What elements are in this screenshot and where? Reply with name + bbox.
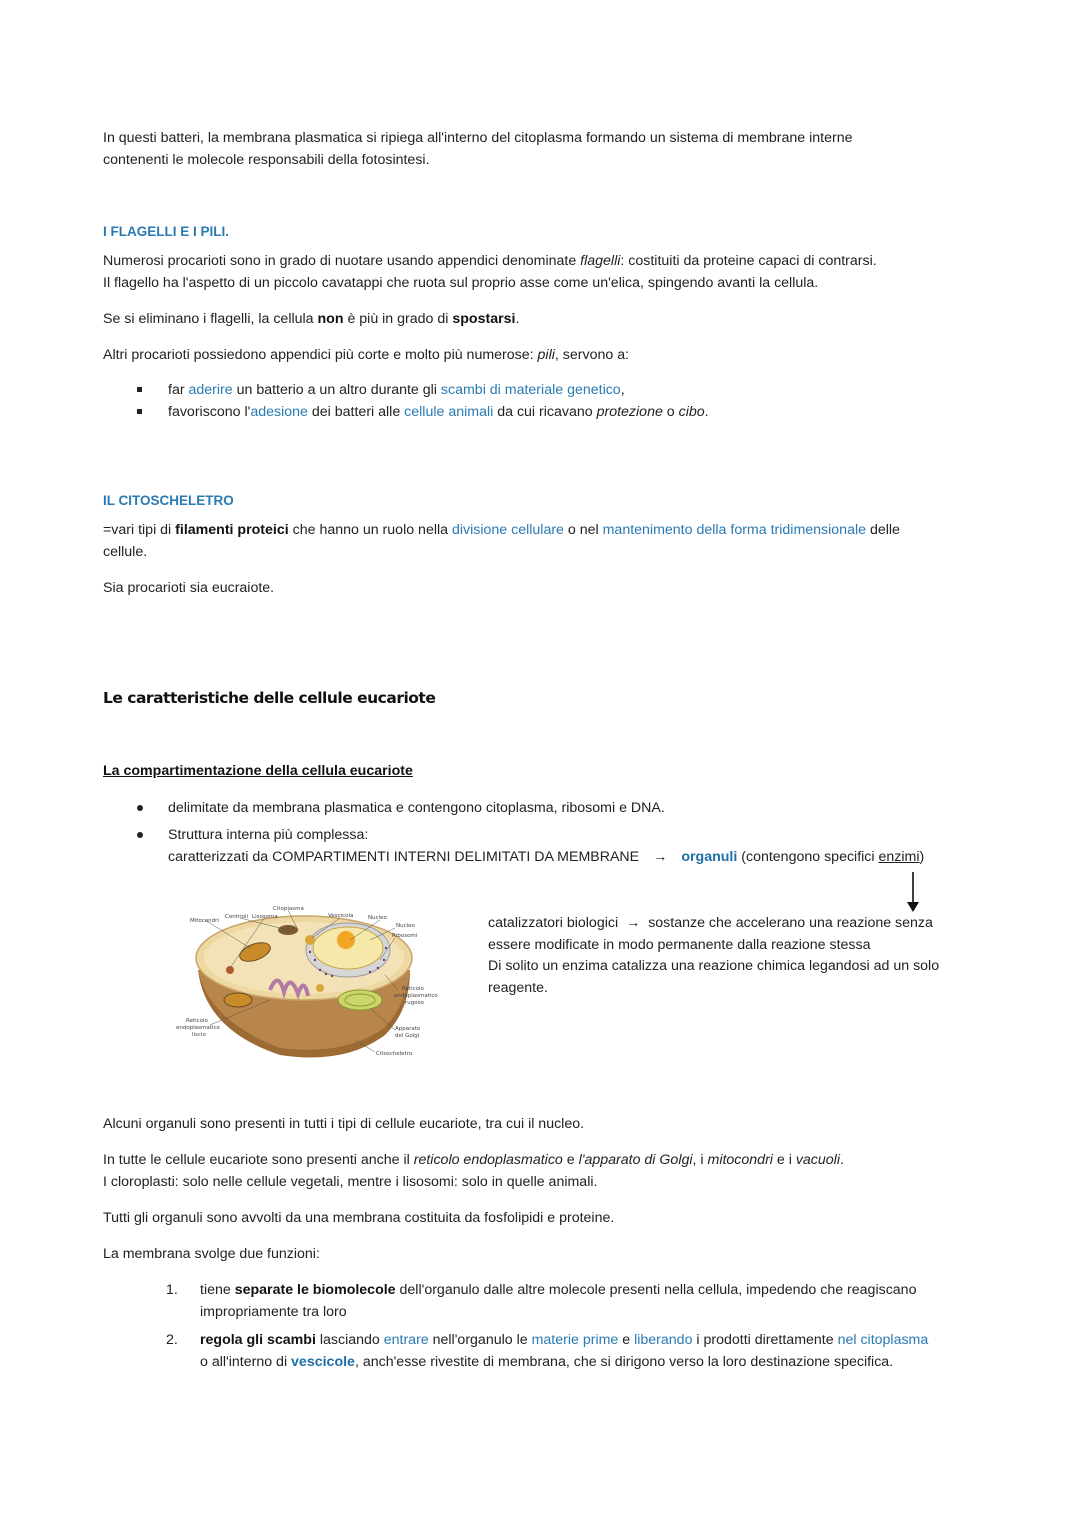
section-heading-flagelli: I FLAGELLI E I PILI. — [103, 224, 230, 239]
organuli-para-3: I cloroplasti: solo nelle cellule vegetali, mentre i lisosomi: solo in quelle animali. — [103, 1174, 598, 1190]
text: è più in grado di — [343, 311, 453, 327]
text: tiene — [200, 1282, 235, 1298]
enzimi-line-3: Di solito un enzima catalizza una reazione chimica legandosi ad un solo — [488, 958, 940, 974]
text: delle — [866, 522, 900, 538]
italic: reticolo endoplasmatico — [413, 1152, 563, 1168]
mitochondrion — [224, 993, 252, 1007]
text: . — [515, 311, 520, 327]
text: =vari tipi di — [103, 522, 176, 538]
intro-line-1: In questi batteri, la membrana plasmatica si ripiega all'interno del citoplasma formando un sistema di membrane interne — [103, 130, 853, 146]
label-golgi-1: Apparato — [395, 1026, 421, 1032]
label-rer-3: rugoso — [405, 1000, 424, 1006]
highlight: adesione — [250, 404, 308, 420]
eucariote-bullet-2-line-2 — [168, 847, 924, 869]
pili-bullet-2 — [168, 402, 709, 424]
text: , i — [692, 1152, 708, 1168]
eucariote-bullet-1: delimitate da membrana plasmatica e contengono citoplasma, ribosomi e DNA. — [168, 800, 665, 816]
text: . — [840, 1152, 844, 1168]
nucleolus — [337, 931, 355, 949]
text: e — [618, 1332, 635, 1348]
text: e i — [772, 1152, 796, 1168]
label-citoplasma: Citoplasma — [273, 906, 304, 912]
highlight-organuli: organuli — [681, 849, 738, 865]
section-heading-citoscheletro: IL CITOSCHELETRO — [103, 493, 234, 508]
text: catalizzatori biologici — [488, 915, 623, 931]
citoscheletro-line-3: Sia procarioti sia eucraiote. — [103, 580, 275, 596]
italic: vacuoli — [795, 1152, 840, 1168]
pili-bullet-1 — [168, 380, 625, 402]
italic: l'apparato di Golgi — [578, 1152, 693, 1168]
text: (contengono specifici — [737, 849, 879, 865]
highlight: cellule animali — [404, 404, 494, 420]
bold: regola gli scambi — [200, 1332, 316, 1348]
organuli-para-5: La membrana svolge due funzioni: — [103, 1246, 320, 1262]
bold: separate le biomolecole — [234, 1282, 396, 1298]
text: e — [562, 1152, 579, 1168]
flagelli-para-3 — [103, 309, 519, 331]
label-vescicola: Vescicola — [328, 913, 354, 919]
list-number: 2. — [166, 1332, 178, 1348]
label-ser-2: endoplasmatico — [176, 1025, 220, 1031]
vesicle — [316, 984, 324, 992]
text: un batterio a un altro durante gli — [232, 382, 441, 398]
label-golgi-2: del Golgi — [395, 1033, 420, 1039]
italic: cibo — [678, 404, 705, 420]
bold-spostarsi: spostarsi — [452, 311, 516, 327]
text: i prodotti direttamente — [692, 1332, 838, 1348]
text: dei batteri alle — [307, 404, 405, 420]
flagelli-para-2: Il flagello ha l'aspetto di un piccolo cavatappi che ruota sul proprio asse come un'elica, spingendo avanti la cellula. — [103, 275, 819, 291]
enzimi-line-4: reagente. — [488, 980, 548, 996]
label-citoscheletro: Citoscheletro — [376, 1051, 413, 1057]
highlight: materie prime — [531, 1332, 619, 1348]
bullet-dot — [137, 832, 143, 838]
highlight-vescicole: vescicole — [291, 1354, 355, 1370]
italic: protezione — [596, 404, 663, 420]
bold: filamenti proteici — [175, 522, 289, 538]
function-2-line-2 — [200, 1352, 893, 1374]
function-2-line-1 — [200, 1330, 928, 1352]
text: da cui ricavano — [493, 404, 597, 420]
text: far — [168, 382, 189, 398]
intro-line-2: contenenti le molecole responsabili della fotosintesi. — [103, 152, 430, 168]
highlight: liberando — [634, 1332, 693, 1348]
text: lasciando — [315, 1332, 384, 1348]
function-1-line-2: impropriamente tra loro — [200, 1304, 347, 1320]
arrow-icon: → — [626, 915, 641, 931]
label-ser-1: Reticolo — [186, 1018, 208, 1024]
arrow-icon: → — [653, 849, 668, 865]
text: o nel — [563, 522, 603, 538]
handwritten-title: Le caratteristiche delle cellule eucariote — [103, 689, 436, 707]
text: , servono a: — [554, 347, 630, 363]
term-flagelli: flagelli — [580, 253, 621, 269]
text: che hanno un ruolo nella — [288, 522, 452, 538]
text: , anch'esse rivestite di membrana, che si dirigono verso la loro destinazione specifica. — [354, 1354, 894, 1370]
bullet-square — [137, 387, 142, 392]
text: In tutte le cellule eucariote sono presenti anche il — [103, 1152, 414, 1168]
enzimi-line-1 — [488, 913, 933, 935]
lysosome — [226, 966, 234, 974]
label-ribosomi: Ribosomi — [392, 933, 418, 939]
function-1-line-1 — [200, 1280, 916, 1302]
label-nucleo: Nucleo — [368, 915, 387, 921]
organuli-para-4: Tutti gli organuli sono avvolti da una membrana costituita da fosfolipidi e proteine. — [103, 1210, 615, 1226]
citoscheletro-line-1 — [103, 520, 900, 542]
text: . — [704, 404, 709, 420]
text: Numerosi procarioti sono in grado di nuotare usando appendici denominate — [103, 253, 581, 269]
organuli-para-2 — [103, 1150, 844, 1172]
vesicle — [305, 935, 315, 945]
flagelli-para-1 — [103, 251, 877, 273]
label-rer-1: Reticolo — [402, 986, 424, 992]
label-rer-2: endoplasmatico — [394, 993, 438, 999]
text: favoriscono l' — [168, 404, 251, 420]
label-lisosoma: Lisosoma — [252, 914, 278, 920]
text: o — [662, 404, 679, 420]
text: nell'organulo le — [428, 1332, 532, 1348]
underlined-subtitle: La compartimentazione della cellula eucariote — [103, 763, 413, 779]
organuli-para-1: Alcuni organuli sono presenti in tutti i tipi di cellule eucariote, tra cui il nucleo. — [103, 1116, 585, 1132]
citoscheletro-line-2: cellule. — [103, 544, 148, 560]
text: sostanze che accelerano una reazione senza — [644, 915, 933, 931]
highlight: divisione cellulare — [451, 522, 564, 538]
bold-non: non — [317, 311, 344, 327]
text: , — [620, 382, 625, 398]
label-nucleo-2: Nucleo — [396, 923, 415, 929]
text: o all'interno di — [200, 1354, 292, 1370]
italic: mitocondri — [707, 1152, 773, 1168]
underlined-enzimi: enzimi — [878, 849, 920, 865]
animal-cell-illustration — [170, 900, 445, 1065]
highlight: aderire — [188, 382, 233, 398]
label-mitocondri: Mitocondri — [190, 918, 219, 924]
highlight: mantenimento della forma tridimensionale — [602, 522, 866, 538]
text: dell'organulo dalle altre molecole presenti nella cellula, impedendo che reagiscano — [395, 1282, 917, 1298]
text: Altri procarioti possiedono appendici più corte e molto più numerose: — [103, 347, 538, 363]
label-ser-3: liscio — [192, 1032, 206, 1038]
text: ) — [919, 849, 925, 865]
highlight: scambi di materiale genetico — [440, 382, 621, 398]
term-pili: pili — [537, 347, 555, 363]
bullet-dot — [137, 805, 143, 811]
list-number: 1. — [166, 1282, 178, 1298]
text: caratterizzati da COMPARTIMENTI INTERNI DELIMITATI DA MEMBRANE — [168, 849, 640, 865]
eucariote-bullet-2: Struttura interna più complessa: — [168, 827, 369, 843]
highlight: entrare — [383, 1332, 429, 1348]
enzimi-line-2: essere modificate in modo permanente dalla reazione stessa — [488, 937, 871, 953]
highlight: nel citoplasma — [837, 1332, 929, 1348]
text: : costituiti da proteine capaci di contrarsi. — [620, 253, 877, 269]
text: Se si eliminano i flagelli, la cellula — [103, 311, 318, 327]
bullet-square — [137, 409, 142, 414]
label-centrioli: Centrioli — [225, 914, 249, 920]
down-arrow-icon — [903, 870, 923, 914]
flagelli-para-4 — [103, 345, 629, 367]
